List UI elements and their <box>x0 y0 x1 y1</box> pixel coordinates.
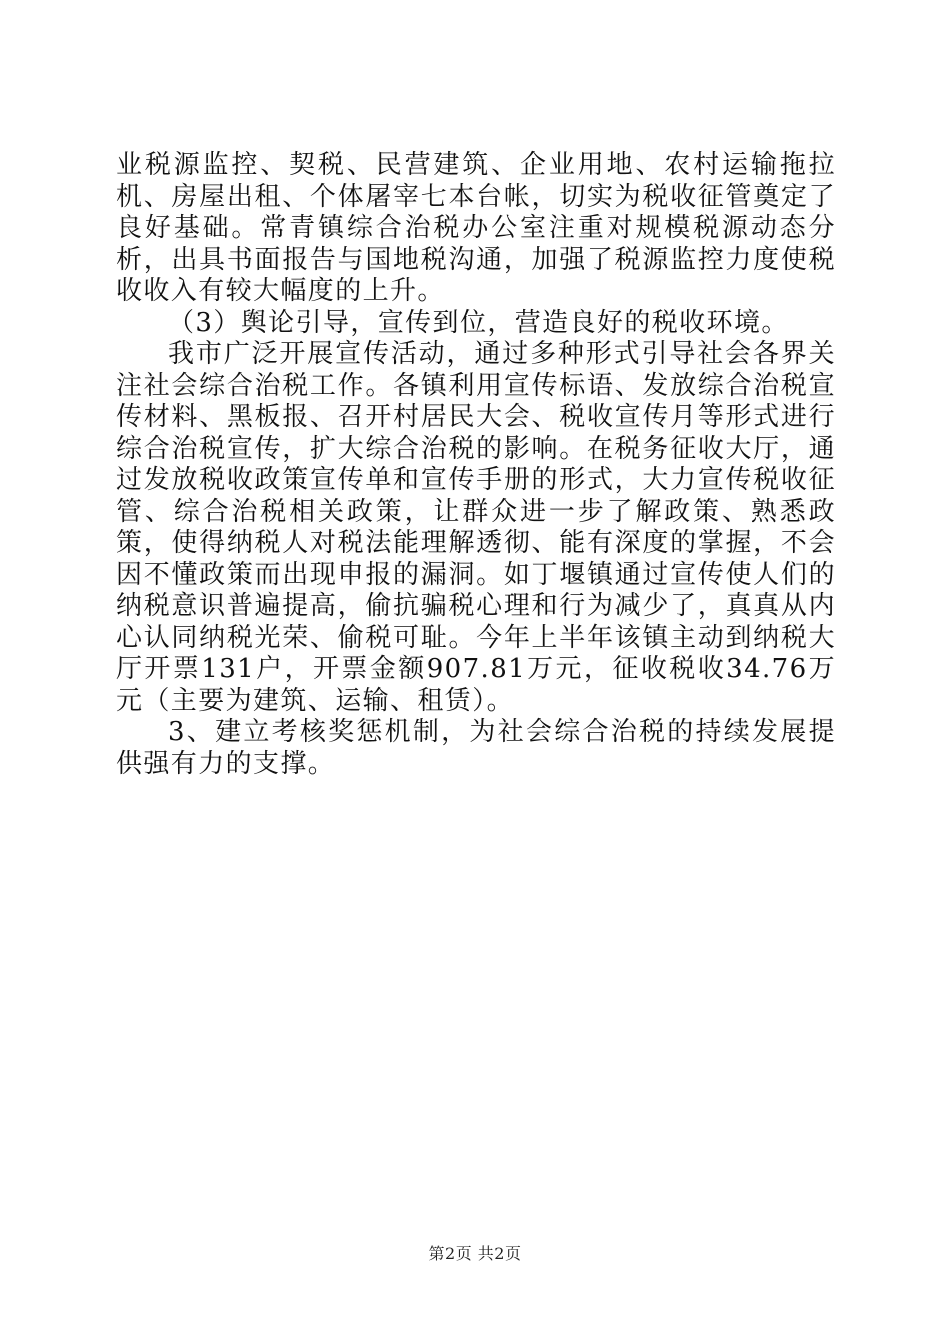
paragraph-tax-source-monitoring: 业税源监控、契税、民营建筑、企业用地、农村运输拖拉机、房屋出租、个体屠宰七本台帐，切实为税收征管奠定了良好基础。常青镇综合治税办公室注重对规模税源动态分析，出具书面报告与国地税沟通，加强了税源监控力度使税收收入有较大幅度的上升。 <box>116 150 836 306</box>
paragraph-heading-assessment-mechanism: 3、建立考核奖惩机制，为社会综合治税的持续发展提供强有力的支撑。 <box>116 717 836 779</box>
page-footer <box>0 1244 950 1264</box>
document-body <box>116 150 836 780</box>
paragraph-publicity-activities: 我市广泛开展宣传活动，通过多种形式引导社会各界关注社会综合治税工作。各镇利用宣传标语、发放综合治税宣传材料、黑板报、召开村居民大会、税收宣传月等形式进行综合治税宣传，扩大综合治税的影响。在税务征收大厅，通过发放税收政策宣传单和宣传手册的形式，大力宣传税收征管、综合治税相关政策，让群众进一步了解政策、熟悉政策，使得纳税人对税法能理解透彻、能有深度的掌握，不会因不懂政策而出现申报的漏洞。如丁堰镇通过宣传使人们的纳税意识普遍提高，偷抗骗税心理和行为减少了，真真从内心认同纳税光荣、偷税可耻。今年上半年该镇主动到纳税大厅开票131户，开票金额907.81万元，征收税收34.76万元（主要为建筑、运输、租赁）。 <box>116 339 836 716</box>
page-number: 第2页 共2页 <box>428 1244 522 1263</box>
paragraph-heading-public-opinion: （3）舆论引导，宣传到位，营造良好的税收环境。 <box>168 307 789 338</box>
